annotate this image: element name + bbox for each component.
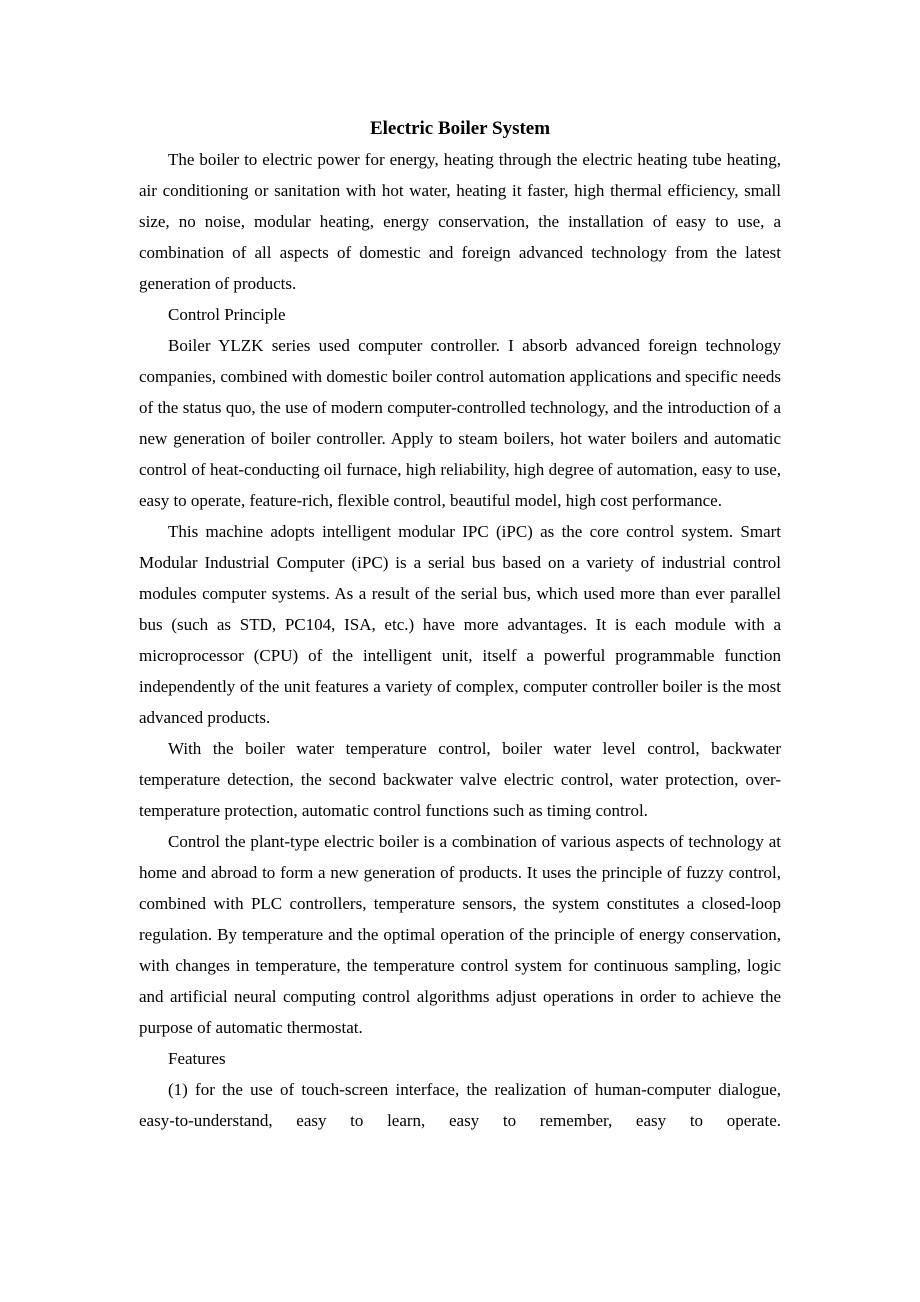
paragraph-intro: The boiler to electric power for energy, heating through the electric heating tube heating, air conditioning or sanitation with hot water, heating it faster, high thermal efficiency, small size, no noise, modular heating, energy conservation, the installation of easy to use, a combination of all aspects of domestic and foreign advanced technology from the latest generation of products.	[139, 150, 781, 293]
paragraph-controller: Boiler YLZK series used computer controller. I absorb advanced foreign technology companies, combined with domestic boiler control automation applications and specific needs of the status quo, the use of modern computer-controlled technology, and the introduction of a new generation of boiler controller. Apply to steam boilers, hot water boilers and automatic control of heat-conducting oil furnace, high reliability, high degree of automation, easy to use, easy to operate, feature-rich, flexible control, beautiful model, high cost performance.	[139, 336, 781, 510]
paragraph-ipc: This machine adopts intelligent modular IPC (iPC) as the core control system. Smart Modular Industrial Computer (iPC) is a serial bus based on a variety of industrial control modules computer systems. As a result of the serial bus, which used more than ever parallel bus (such as STD, PC104, ISA, etc.) have more advantages. It is each module with a microprocessor (CPU) of the intelligent unit, itself a powerful programmable function independently of the unit features a variety of complex, computer controller boiler is the most advanced products.	[139, 522, 781, 727]
document-title: Electric Boiler System	[369, 118, 551, 139]
heading-features: Features	[168, 1049, 226, 1068]
paragraph-feature-1: (1) for the use of touch-screen interface, the realization of human-computer dialogue, easy-to-understand, easy to learn, easy to remember, easy to operate.	[139, 1080, 781, 1130]
document-page	[139, 113, 781, 1136]
paragraph-functions: With the boiler water temperature control, boiler water level control, backwater temperature detection, the second backwater valve electric control, water protection, over-temperature protection, automatic control functions such as timing control.	[139, 739, 781, 820]
paragraph-fuzzy-control: Control the plant-type electric boiler is a combination of various aspects of technology at home and abroad to form a new generation of products. It uses the principle of fuzzy control, combined with PLC controllers, temperature sensors, the system constitutes a closed-loop regulation. By temperature and the optimal operation of the principle of energy conservation, with changes in temperature, the temperature control system for continuous sampling, logic and artificial neural computing control algorithms adjust operations in order to achieve the purpose of automatic thermostat.	[139, 832, 781, 1037]
heading-control-principle: Control Principle	[168, 305, 286, 324]
